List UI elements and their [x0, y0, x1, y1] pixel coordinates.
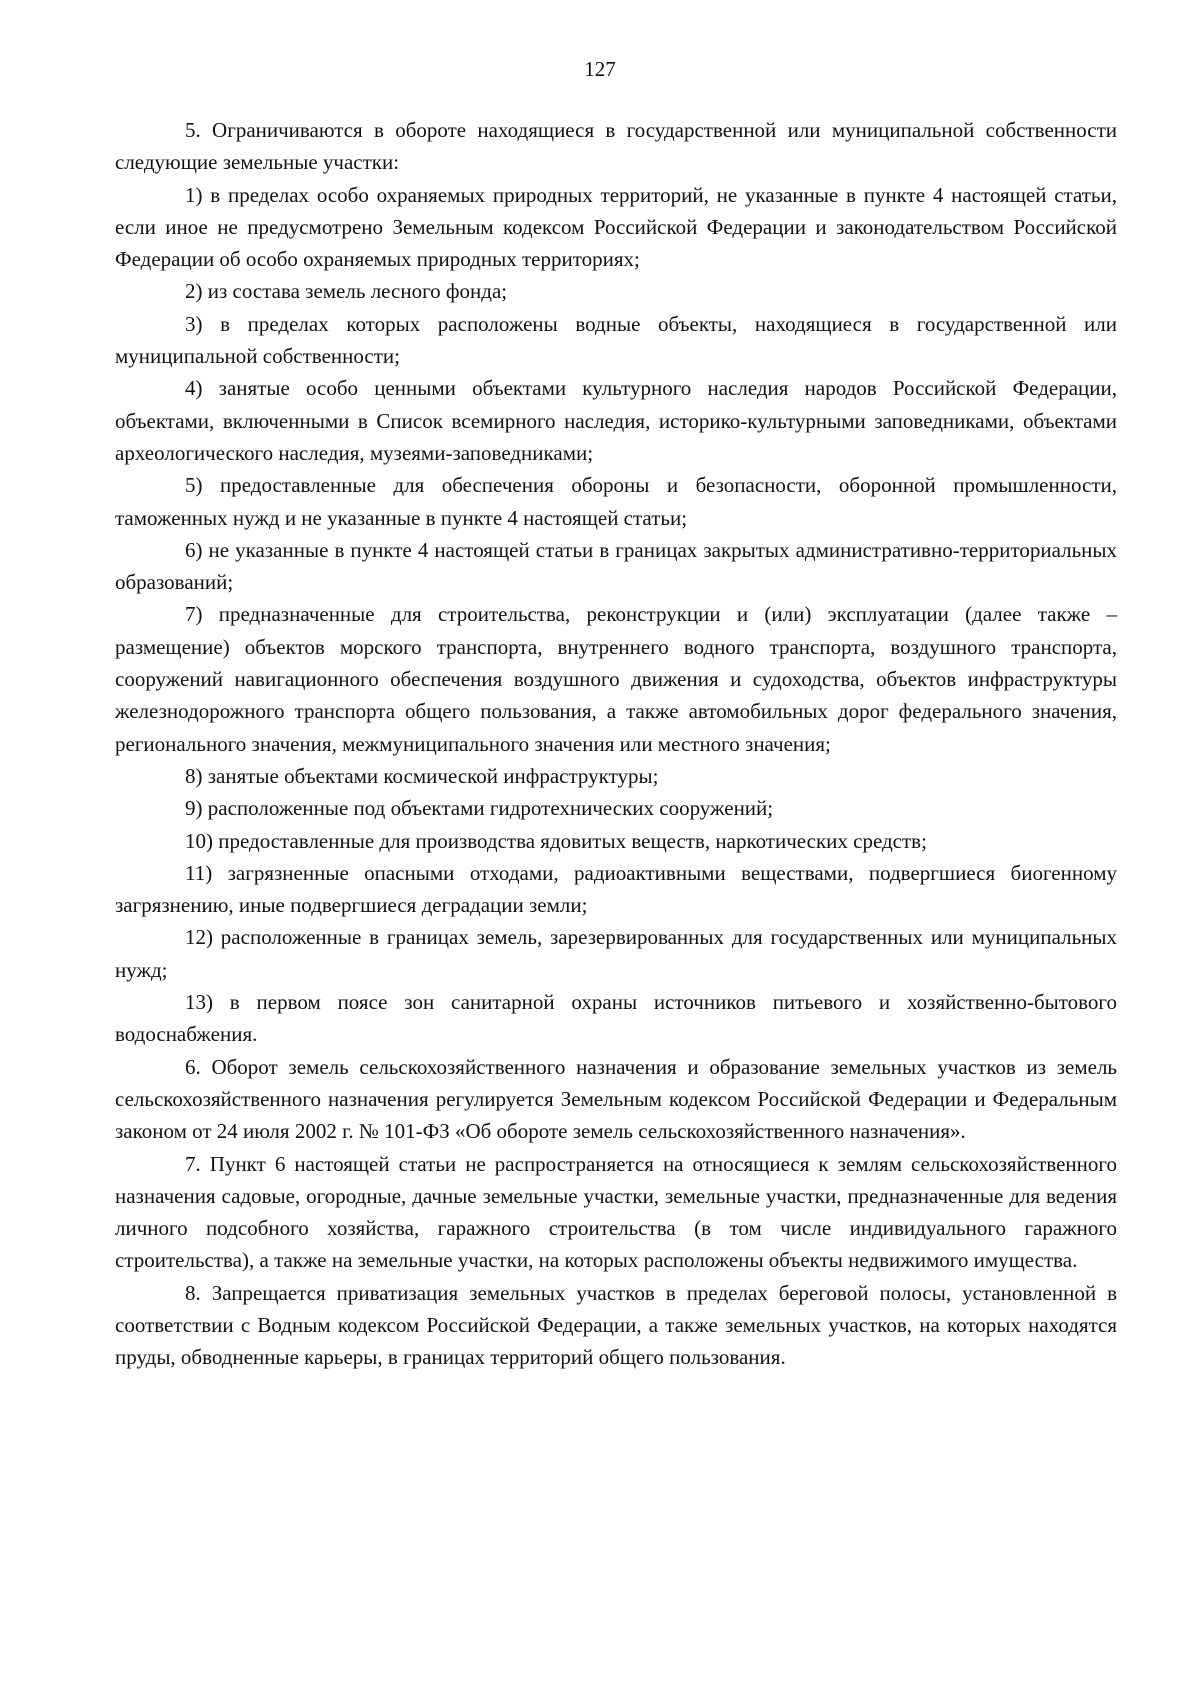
list-item-5-10: 10) предоставленные для производства ядовитых веществ, наркотических средств; — [185, 828, 927, 853]
list-item-5-5: 5) предоставленные для обеспечения обороны и безопасности, оборонной промышленности, таможенных нужд и не указанные в пункте 4 настоящей статьи; — [115, 473, 1117, 530]
list-item-5-7: 7) предназначенные для строительства, реконструкции и (или) эксплуатации (далее также – размещение) объектов морского транспорта, внутреннего водного транспорта, воздушного транспорта, сооружений навигационного обеспечения воздушного движения и судоходства, объектов инфраструктуры железнодорожного транспорта общего пользования, а также автомобильных дорог федерального значения, регионального значения, межмуниципального значения или местного значения; — [115, 602, 1117, 756]
list-item-5-2: 2) из состава земель лесного фонда; — [185, 279, 508, 304]
paragraph-item-5: 5. Ограничиваются в обороте находящиеся в государственной или муниципальной собственности следующие земельные участки: — [115, 118, 1117, 175]
list-item-5-9: 9) расположенные под объектами гидротехнических сооружений; — [185, 796, 774, 821]
page-number: 127 — [584, 57, 616, 81]
list-item-5-11: 11) загрязненные опасными отходами, радиоактивными веществами, подвергшиеся биогенному загрязнению, иные подвергшиеся деградации земли; — [115, 860, 1117, 918]
list-item-5-3: 3) в пределах которых расположены водные объекты, находящиеся в государственной или муниципальной собственности; — [115, 311, 1117, 369]
list-item-5-13: 13) в первом поясе зон санитарной охраны источников питьевого и хозяйственно-бытового водоснабжения. — [115, 990, 1117, 1047]
list-item-5-6: 6) не указанные в пункте 4 настоящей статьи в границах закрытых административно-территориальных образований; — [115, 537, 1117, 595]
paragraph-item-7: 7. Пункт 6 настоящей статьи не распространяется на относящиеся к землям сельскохозяйственного назначения садовые, огородные, дачные земельные участки, земельные участки, предназначенные для ведения личного подсобного хозяйства, гаражного строительства (в том числе индивидуального гаражного строительства), а также на земельные участки, на которых расположены объекты недвижимого имущества. — [115, 1151, 1117, 1273]
list-item-5-4: 4) занятые особо ценными объектами культурного наследия народов Российской Федерации, объектами, включенными в Список всемирного наследия, историко-культурными заповедниками, объектами археологического наследия, музеями-заповедниками; — [115, 376, 1117, 465]
list-item-5-1: 1) в пределах особо охраняемых природных территорий, не указанные в пункте 4 настоящей статьи, если иное не предусмотрено Земельным кодексом Российской Федерации и законодательством Российской Федерации об особо охраняемых природных территориях; — [115, 182, 1117, 272]
paragraph-item-8: 8. Запрещается приватизация земельных участков в пределах береговой полосы, установленной в соответствии с Водным кодексом Российской Федерации, а также земельных участков, на которых находятся пруды, обводненные карьеры, в границах территорий общего пользования. — [115, 1280, 1117, 1370]
paragraph-item-6: 6. Оборот земель сельскохозяйственного назначения и образование земельных участков из земель сельскохозяйственного назначения регулируется Земельным кодексом Российской Федерации и Федеральным законом от 24 июля 2002 г. № 101-ФЗ «Об обороте земель сельскохозяйственного назначения». — [115, 1054, 1117, 1144]
list-item-5-8: 8) занятые объектами космической инфраструктуры; — [185, 763, 659, 788]
document-body — [115, 114, 1117, 1374]
list-item-5-12: 12) расположенные в границах земель, зарезервированных для государственных или муниципальных нужд; — [115, 925, 1117, 982]
